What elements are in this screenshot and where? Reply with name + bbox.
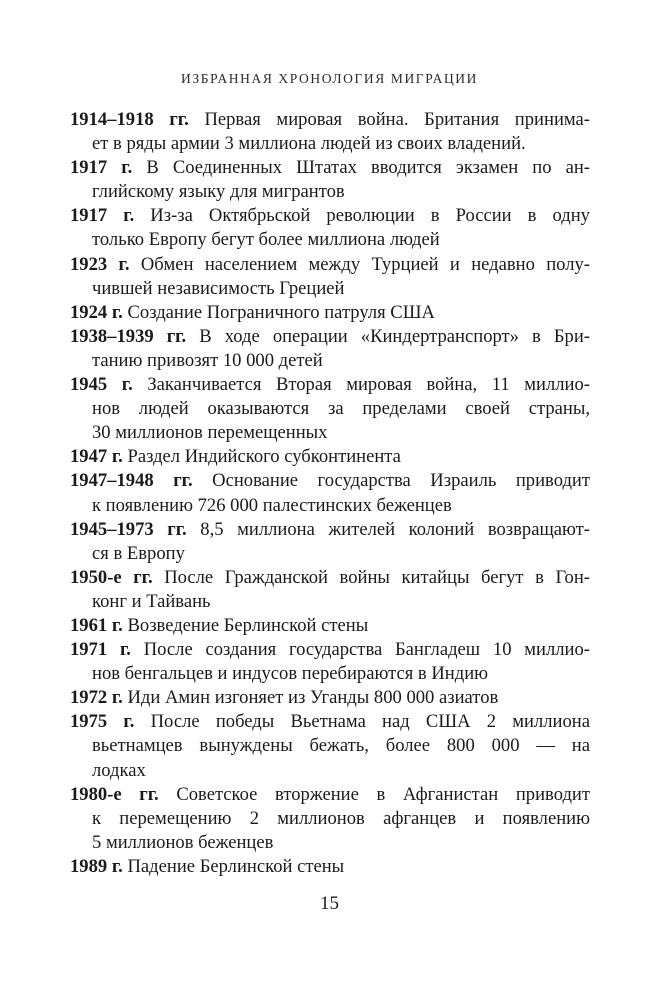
entry-text: только Европу бегут более миллиона людей — [92, 229, 440, 251]
entry-text: к появлению 726 000 палестинских беженцев — [92, 494, 452, 516]
entry-text: После победы Вьетнама над США 2 миллиона — [134, 711, 590, 733]
entry-continuation-line — [70, 132, 590, 156]
chronology-entry — [70, 373, 590, 445]
page-number: 15 — [320, 893, 339, 914]
entry-text: 8,5 миллиона жителей колоний возвращают- — [186, 518, 590, 540]
entry-date: 1917 г. — [70, 205, 135, 227]
entry-date: 1975 г. — [70, 711, 135, 733]
entry-first-line — [70, 469, 590, 493]
chronology-entry — [70, 686, 590, 710]
entry-continuation-line — [70, 277, 590, 301]
entry-date: 1945 г. — [70, 374, 133, 396]
chronology-entry — [70, 469, 590, 517]
chronology-entry — [70, 638, 590, 686]
entry-first-line — [70, 614, 590, 638]
entry-first-line — [70, 253, 590, 277]
entry-first-line — [70, 301, 590, 325]
entry-date: 1914–1918 гг. — [70, 109, 189, 130]
entry-text: В ходе операции «Киндертранспорт» в Бри- — [186, 325, 590, 347]
entry-date: 1971 г. — [70, 639, 131, 661]
entry-date: 1980-е гг. — [70, 783, 159, 805]
entry-date: 1972 г. — [70, 687, 123, 709]
entry-date: 1947 г. — [70, 446, 123, 468]
entry-first-line — [70, 325, 590, 349]
entry-first-line — [70, 566, 590, 590]
entry-continuation-line — [70, 662, 590, 686]
chronology-entry — [70, 783, 590, 855]
chronology-entry — [70, 566, 590, 614]
entry-continuation-line — [70, 590, 590, 614]
entry-text: Обмен населением между Турцией и недавно полу- — [129, 253, 590, 275]
chronology-entry — [70, 253, 590, 301]
entry-first-line — [70, 518, 590, 542]
chronology-entry — [70, 855, 590, 879]
entry-text: танию привозят 10 000 детей — [92, 349, 323, 371]
entry-text: Советское вторжение в Афганистан приводит — [158, 783, 591, 805]
chronology-entry — [70, 445, 590, 469]
entry-date: 1950-е гг. — [70, 566, 153, 588]
entry-text: В Соединенных Штатах вводится экзамен по ан- — [132, 157, 590, 179]
entry-text: конг и Тайвань — [92, 590, 211, 612]
entry-date: 1947–1948 гг. — [70, 470, 193, 492]
entry-date: 1945–1973 гг. — [70, 518, 187, 540]
chronology-entry — [70, 204, 590, 252]
entry-text: 30 миллионов перемещенных — [92, 422, 328, 444]
entry-continuation-line — [70, 542, 590, 566]
chronology-entry — [70, 108, 590, 156]
entry-text: нов бенгальцев и индусов перебираются в Индию — [92, 663, 489, 685]
chronology-entry — [70, 710, 590, 782]
entry-first-line — [70, 710, 590, 734]
entry-text: Создание Пограничного патруля США — [122, 301, 435, 323]
entry-continuation-line — [70, 807, 590, 831]
entry-continuation-line — [70, 349, 590, 373]
entry-continuation-line — [70, 759, 590, 783]
entry-text: После Гражданской войны китайцы бегут в Гон- — [152, 566, 590, 588]
chronology-entry — [70, 325, 590, 373]
entry-date: 1938–1939 гг. — [70, 325, 187, 347]
chronology-entry — [70, 614, 590, 638]
entry-text: вьетнамцев вынуждены бежать, более 800 000 — на — [92, 735, 590, 757]
entry-first-line — [70, 445, 590, 469]
entry-text: После создания государства Бангладеш 10 миллио- — [130, 639, 590, 661]
entry-first-line — [70, 204, 590, 228]
entry-text: к перемещению 2 миллионов афганцев и появлению — [92, 807, 590, 829]
entry-text: лодках — [92, 759, 146, 781]
entry-first-line — [70, 686, 590, 710]
entry-text: глийскому языку для мигрантов — [92, 181, 345, 203]
entry-text: 5 миллионов беженцев — [92, 831, 274, 853]
chronology-entry — [70, 156, 590, 204]
entry-date: 1923 г. — [70, 253, 130, 275]
entry-text: Иди Амин изгоняет из Уганды 800 000 азиатов — [122, 687, 499, 709]
entry-text: ет в ряды армии 3 миллиона людей из своих владений. — [92, 133, 526, 155]
entry-continuation-line — [70, 734, 590, 758]
entry-continuation-line — [70, 228, 590, 252]
running-head: ИЗБРАННАЯ ХРОНОЛОГИЯ МИГРАЦИИ — [181, 71, 478, 86]
entry-text: Заканчивается Вторая мировая война, 11 миллио- — [132, 374, 590, 396]
entry-first-line — [70, 373, 590, 397]
entry-date: 1924 г. — [70, 301, 123, 323]
entry-text: Из-за Октябрьской революции в России в одну — [134, 205, 590, 227]
entry-first-line — [70, 156, 590, 180]
entry-first-line — [70, 638, 590, 662]
entry-date: 1989 г. — [70, 855, 123, 877]
entry-continuation-line — [70, 831, 590, 855]
entry-date: 1917 г. — [70, 157, 133, 179]
entry-continuation-line — [70, 180, 590, 204]
entry-continuation-line — [70, 421, 590, 445]
entry-text: Раздел Индийского субконтинента — [122, 446, 401, 468]
entry-text: чившей независимость Грецией — [92, 277, 345, 299]
chronology-list — [70, 108, 590, 879]
entry-first-line — [70, 855, 590, 879]
entry-text: ся в Европу — [92, 542, 185, 564]
entry-text: Падение Берлинской стены — [122, 855, 345, 877]
entry-text: нов людей оказываются за пределами своей страны, — [92, 398, 590, 420]
chronology-entry — [70, 301, 590, 325]
entry-text: Первая мировая война. Британия принима- — [188, 109, 590, 130]
entry-text: Основание государства Израиль приводит — [192, 470, 591, 492]
chronology-entry — [70, 518, 590, 566]
entry-first-line — [70, 108, 590, 132]
entry-text: Возведение Берлинской стены — [122, 614, 369, 636]
entry-first-line — [70, 783, 590, 807]
entry-continuation-line — [70, 494, 590, 518]
entry-continuation-line — [70, 397, 590, 421]
entry-date: 1961 г. — [70, 614, 123, 636]
